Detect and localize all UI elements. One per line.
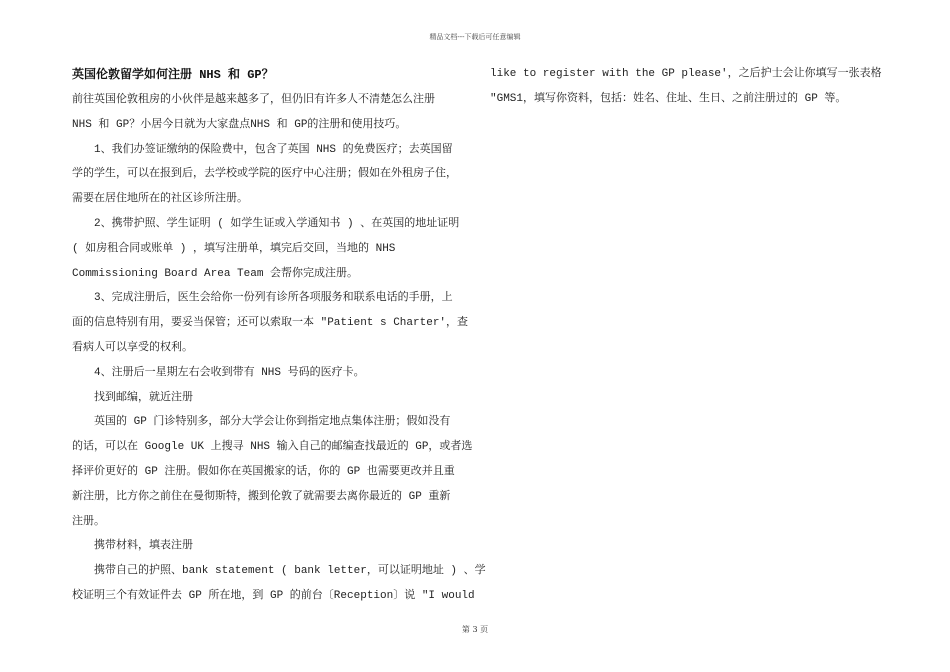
body-line: 2、携带护照、学生证明 ( 如学生证或入学通知书 ) 、在英国的地址证明 — [94, 217, 460, 230]
paragraph-materials-continued — [490, 62, 910, 112]
paragraph-materials — [72, 559, 486, 609]
body-line: like to register with the GP please'，之后护士会让你填写一张表格 — [490, 68, 882, 80]
section-heading-postcode — [72, 386, 472, 411]
body-line: 看病人可以享受的权利。 — [72, 341, 193, 354]
article-title: 英国伦敦留学如何注册 NHS 和 GP？ — [72, 68, 274, 82]
left-column — [72, 62, 486, 609]
body-line: 需要在居住地所在的社区诊所注册。 — [72, 193, 248, 206]
header-watermark: 精品文档---下载后可任意编辑 — [429, 33, 521, 41]
body-line: 3、完成注册后，医生会给你一份列有诊所各项服务和联系电话的手册，上 — [94, 292, 453, 305]
paragraph-step-1 — [72, 138, 472, 212]
page-number: 第 3 页 — [461, 625, 489, 634]
body-line: "GMS1，填写你资料，包括：姓名、住址、生日、之前注册过的 GP 等。 — [490, 92, 847, 105]
body-line: 择评价更好的 GP 注册。假如你在英国搬家的话，你的 GP 也需要更改并且重 — [72, 465, 455, 478]
section-heading-materials — [72, 534, 472, 559]
body-line: ( 如房租合同或账单 ) ，填写注册单，填完后交回，当地的 NHS — [72, 242, 396, 255]
body-line: NHS 和 GP？小居今日就为大家盘点NHS 和 GP的注册和使用技巧。 — [72, 118, 407, 131]
body-line: 携带自己的护照、bank statement ( bank letter，可以证明地址 ) 、学 — [94, 565, 486, 578]
section-heading: 找到邮编，就近注册 — [94, 391, 193, 404]
body-line: 校证明三个有效证件去 GP 所在地，到 GP 的前台〔Reception〕说 "I would — [72, 589, 475, 602]
paragraph-step-3 — [72, 286, 472, 360]
body-line: 1、我们办签证缴纳的保险费中，包含了英国 NHS 的免费医疗；去英国留 — [94, 143, 453, 156]
paragraph-intro — [72, 88, 472, 138]
body-line: 4、注册后一星期左右会收到带有 NHS 号码的医疗卡。 — [94, 366, 365, 379]
body-line: 前往英国伦敦租房的小伙伴是越来越多了，但仍旧有许多人不清楚怎么注册 — [72, 94, 435, 106]
body-line: 学的学生，可以在报到后，去学校或学院的医疗中心注册；假如在外租房子住， — [72, 168, 457, 181]
body-line: Commissioning Board Area Team 会帮你完成注册。 — [72, 267, 359, 280]
body-line: 新注册，比方你之前住在曼彻斯特，搬到伦敦了就需要去离你最近的 GP 重新 — [72, 490, 451, 503]
body-line: 的话，可以在 Google UK 上搜寻 NHS 输入自己的邮编查找最近的 GP，或者选 — [72, 441, 473, 454]
section-heading: 携带材料，填表注册 — [94, 540, 193, 553]
body-line: 英国的 GP 门诊特别多，部分大学会让你到指定地点集体注册；假如没有 — [94, 416, 451, 429]
paragraph-gp-search — [72, 410, 472, 534]
body-line: 面的信息特别有用，要妥当保管；还可以索取一本 "Patient s Charter'，查 — [72, 317, 469, 330]
right-column — [490, 62, 910, 112]
body-line: 注册。 — [72, 515, 105, 528]
paragraph-step-2 — [72, 212, 472, 286]
paragraph-step-4 — [72, 361, 472, 386]
